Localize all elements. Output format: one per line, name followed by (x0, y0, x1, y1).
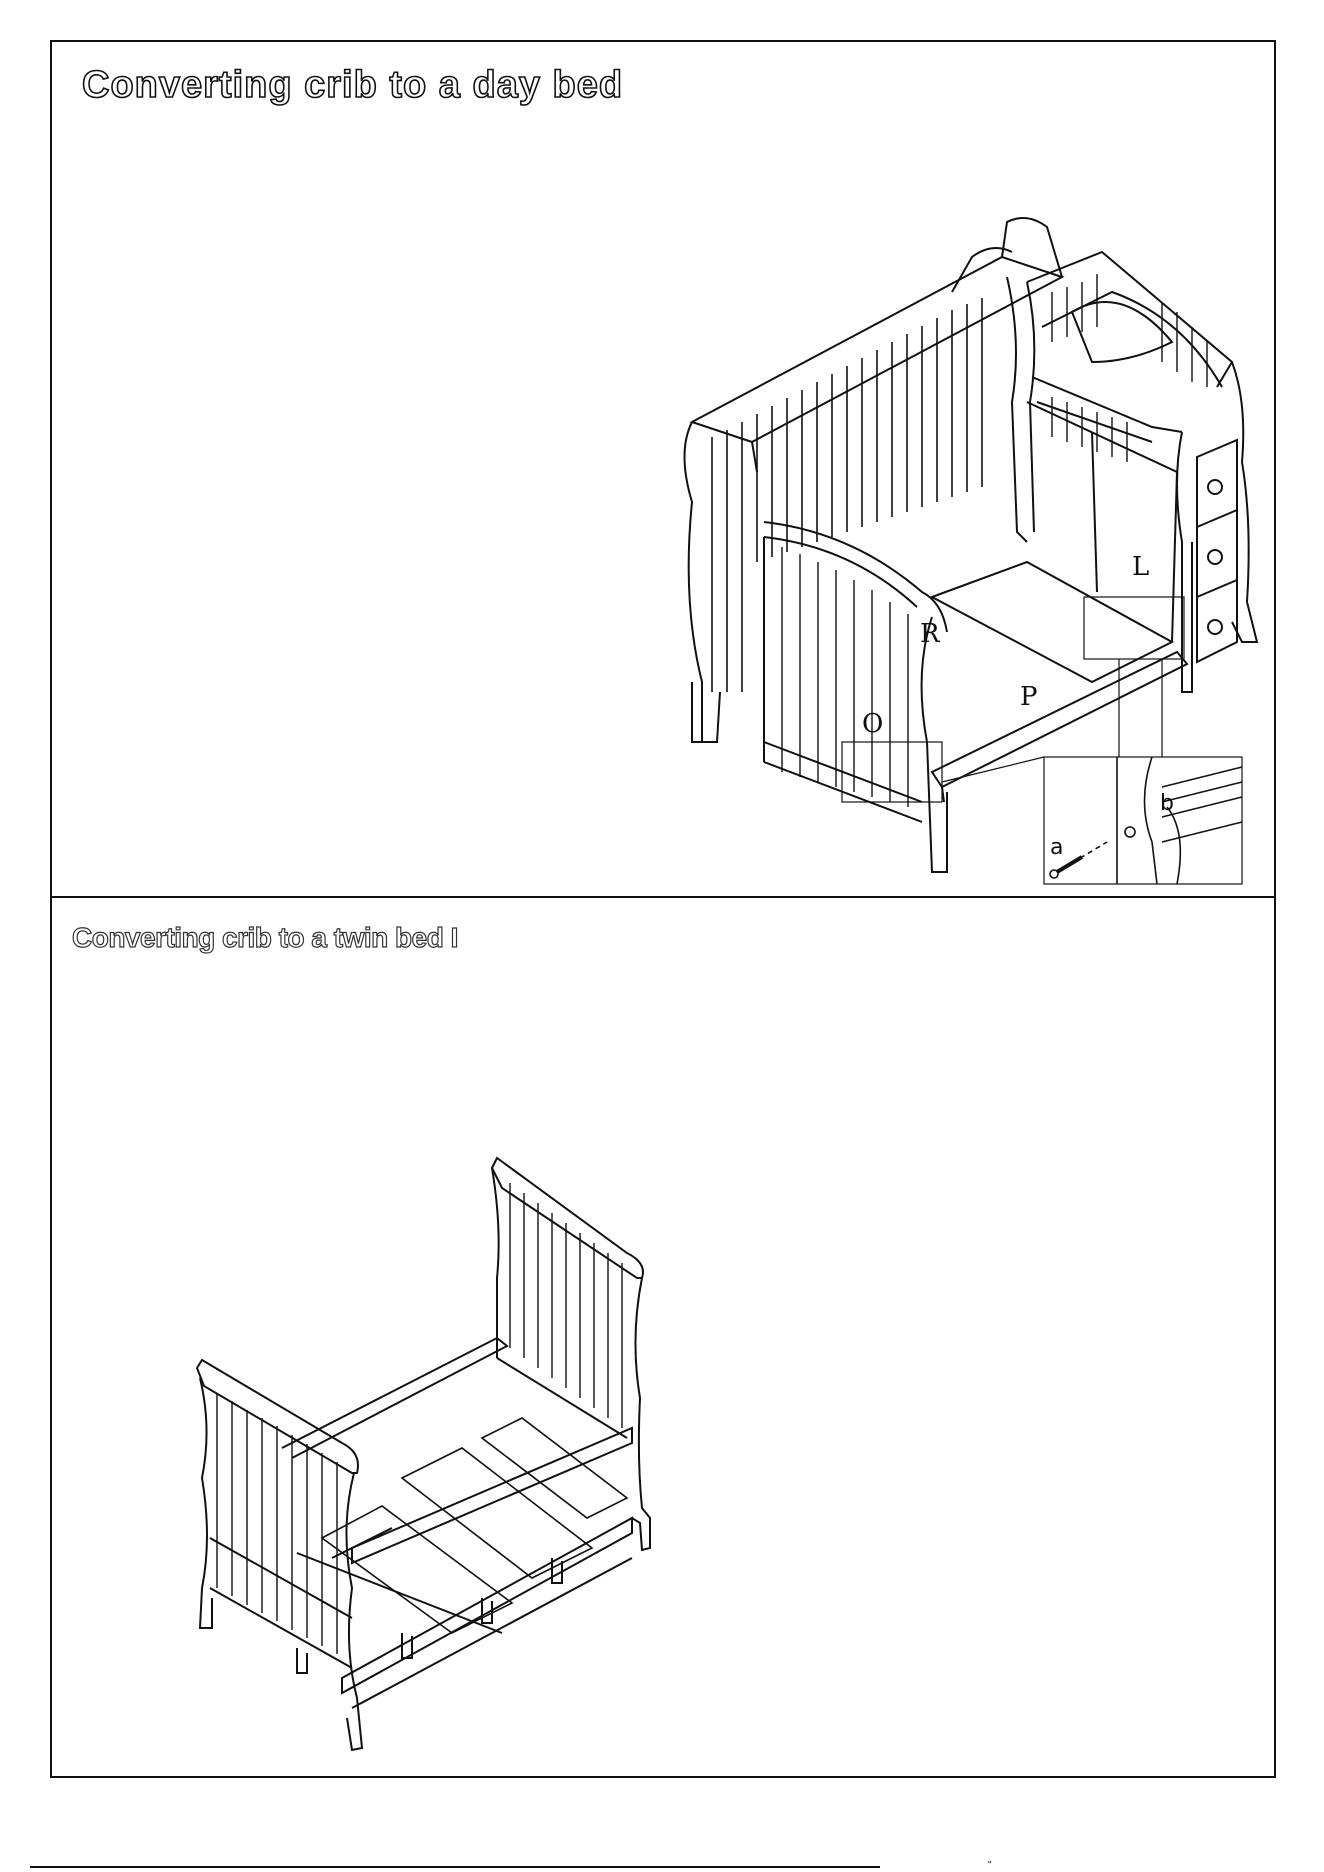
twin-bed-illustration (52, 898, 1278, 1780)
footer-mark: " (988, 1860, 992, 1871)
footer-rule (30, 1866, 880, 1868)
hardware-label-a: a (1050, 835, 1064, 860)
twin-bed-section (50, 896, 1276, 1778)
hardware-label-b: b (1160, 791, 1174, 816)
part-label-r: R (920, 619, 940, 649)
day-bed-section (50, 40, 1276, 898)
part-label-o: O (862, 709, 884, 739)
day-bed-illustration (52, 42, 1278, 900)
part-label-l: L (1132, 552, 1150, 582)
section-heading-twin-bed: Converting crib to a twin bed I (72, 922, 458, 953)
section-heading-day-bed: Converting crib to a day bed (82, 64, 624, 106)
part-label-p: P (1020, 682, 1038, 712)
